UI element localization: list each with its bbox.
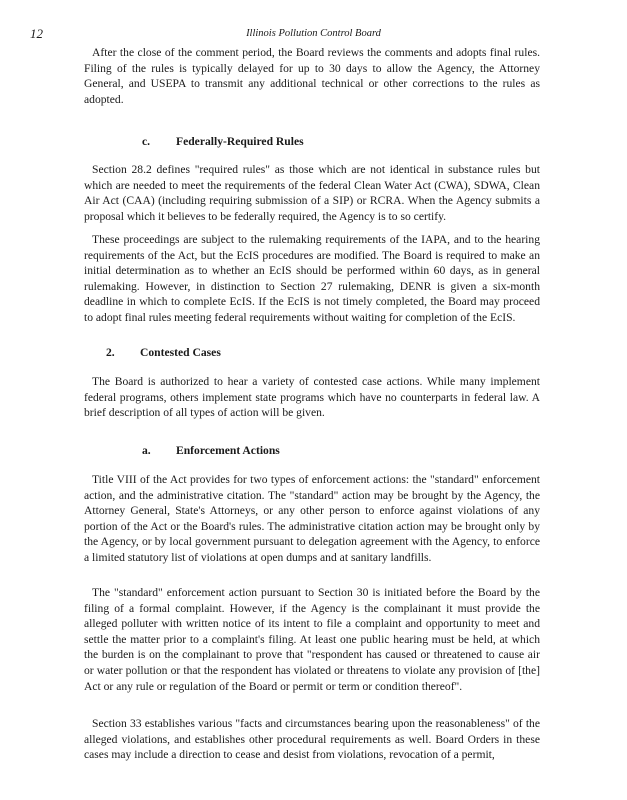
paragraph-text: Section 28.2 defines "required rules" as those which are not identical in substance rules but which are needed to meet the requirements of the federal Clean Water Act (CWA), SDWA, Clean Air Act (CAA) (including requiring submission of a SIP) or RCRA. When the Agency submits a proposal which it believes to be federally required, the Agency is to so certify.: [84, 163, 540, 223]
heading-number: 2.: [106, 346, 115, 359]
heading-text: Contested Cases: [140, 346, 221, 359]
paragraph-text: After the close of the comment period, the Board reviews the comments and adopts final rules. Filing of the rules is typically delayed for up to 30 days to allow the Agency, the Attorney General, and USEPA to transmit any additional technical or other corrections to the rules as adopted.: [84, 46, 540, 106]
running-header-title: Illinois Pollution Control Board: [246, 28, 381, 39]
paragraph-text: These proceedings are subject to the rulemaking requirements of the IAPA, and to the hearing requirements of the Act, but the EcIS procedures are modified. The Board is required to make an initial determination as to whether an EcIS should be performed within 60 days, as in general rulemaking. However, in distinction to Section 27 rulemaking, DENR is given a six-month deadline in which to complete EcIS. If the EcIS is not timely completed, the Board may proceed to adopt final rules meeting federal requirements without waiting for completion of the EcIS.: [84, 233, 540, 324]
paragraph-text: The "standard" enforcement action pursuant to Section 30 is initiated before the Board by the filing of a formal complaint. However, if the Agency is the complainant it must provide the alleged polluter with written notice of its intent to file a complaint and opportunity to meet and settle the matter prior to a complaint's filing. At least one public hearing must be held, at which the burden is on the complainant to prove that "respondent has caused or threatened to cause air or water pollution or that the respondent has violated or threatens to violate any provision of [the] Act or any rule or regulation of the Board or permit or term or condition thereof".: [84, 586, 540, 693]
paragraph-section-33: [84, 716, 540, 763]
paragraph-final-rules: [84, 45, 540, 107]
heading-text: Federally-Required Rules: [176, 135, 304, 148]
paragraph-contested-cases: [84, 374, 540, 421]
heading-number: a.: [142, 444, 151, 457]
heading-text: Enforcement Actions: [176, 444, 280, 457]
paragraph-proceedings: [84, 232, 540, 326]
paragraph-required-rules: [84, 162, 540, 224]
paragraph-text: Title VIII of the Act provides for two types of enforcement actions: the "standard" enforcement action, and the administrative citation. The "standard" action may be brought by the Agency, the Attorney General, State's Attorneys, or any other person to enforce against violations of any portion of the Act or the Board's rules. The administrative citation action may be brought only by the Agency, or by local government pursuant to delegation agreement with the Agency, to enforce a limited statutory list of violations at open dumps and at sanitary landfills.: [84, 473, 540, 564]
paragraph-text: The Board is authorized to hear a variety of contested case actions. While many implement federal programs, others implement state programs which have no counterparts in federal law. A brief description of all types of action will be given.: [84, 375, 540, 420]
heading-number: c.: [142, 135, 151, 148]
paragraph-title-viii: [84, 472, 540, 566]
page-number: 12: [30, 26, 43, 41]
paragraph-text: Section 33 establishes various "facts and circumstances bearing upon the reasonableness" of the alleged violations, and establishes other procedural requirements as well. Board Orders in these cases may include a direction to cease and desist from violations, revocation of a permit,: [84, 717, 540, 762]
paragraph-standard-enforcement: [84, 585, 540, 694]
